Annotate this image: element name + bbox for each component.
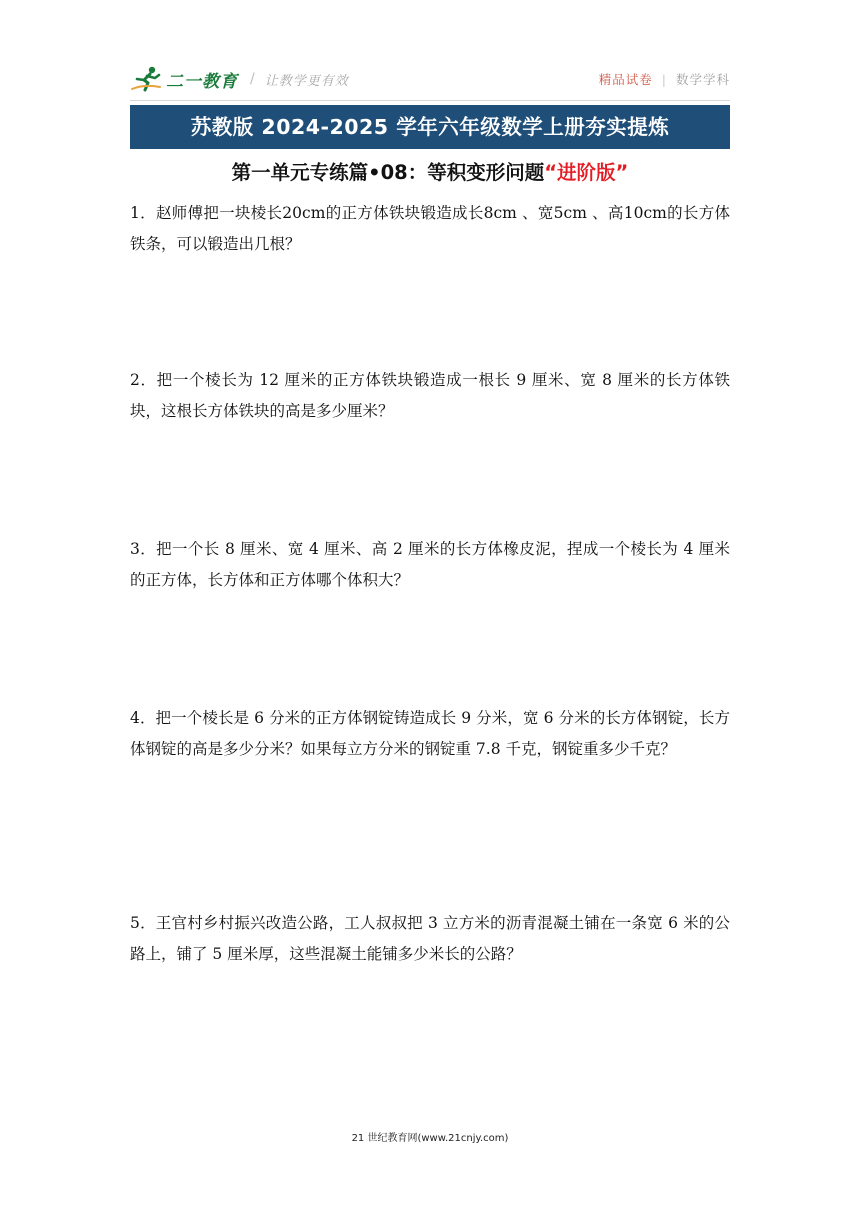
question-4: 4．把一个棱长是 6 分米的正方体钢锭铸造成长 9 分米，宽 6 分米的长方体钢锭，长方体钢锭的高是多少分米？如果每立方分米的钢锭重 7.8 千克，钢锭重多少千克？ [130, 709, 730, 758]
page-subtitle [130, 156, 730, 190]
subtitle-main: 第一单元专练篇•08：等积变形问题 [231, 161, 545, 184]
subject-label: 数学学科 [675, 72, 730, 87]
logo-name: 二一教育 [166, 71, 238, 92]
question-1: 1．赵师傅把一块棱长20cm的正方体铁块锻造成长8cm 、宽5cm 、高10cm的长方体铁条，可以锻造出几根？ [130, 204, 730, 253]
logo-slogan: 让教学更有效 [264, 73, 349, 89]
header-tags [599, 70, 730, 88]
logo-separator: / [250, 71, 255, 87]
question-5: 5．王官村乡村振兴改造公路，工人叔叔把 3 立方米的沥青混凝土铺在一条宽 6 米的公路上，铺了 5 厘米厚，这些混凝土能铺多少米长的公路？ [130, 914, 730, 963]
running-figure-icon [130, 65, 164, 93]
question-2: 2．把一个棱长为 12 厘米的正方体铁块锻造成一根长 9 厘米、宽 8 厘米的长方体铁块，这根长方体铁块的高是多少厘米？ [130, 371, 730, 420]
page-title: 苏教版 2024-2025 学年六年级数学上册夯实提炼 [130, 105, 730, 149]
page-footer: 21 世纪教育网(www.21cnjy.com) [351, 1133, 509, 1144]
question-3: 3．把一个长 8 厘米、宽 4 厘米、高 2 厘米的长方体橡皮泥，捏成一个棱长为 4 厘米的正方体，长方体和正方体哪个体积大？ [130, 540, 730, 589]
subtitle-accent: “进阶版” [544, 161, 629, 184]
header-separator: | [661, 71, 667, 87]
site-logo[interactable] [130, 64, 349, 94]
page-header [130, 64, 730, 101]
badge-label: 精品试卷 [598, 72, 653, 87]
